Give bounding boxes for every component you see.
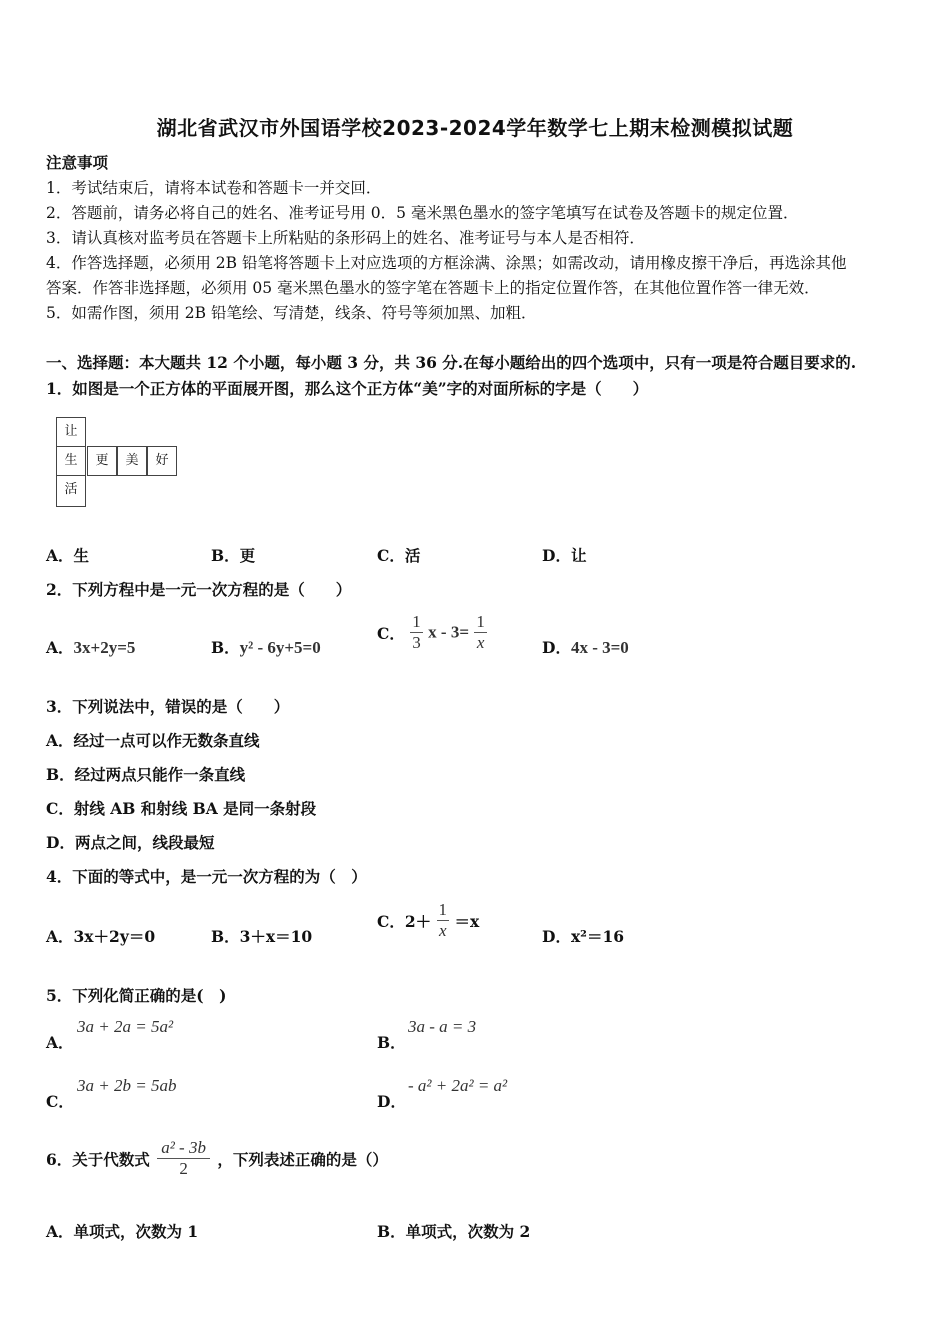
- notice-heading: 注意事项: [46, 153, 109, 172]
- option-label: A．: [46, 638, 74, 657]
- notice-item: 答案．作答非选择题，必须用 05 毫米黑色墨水的签字笔在答题卡上的指定位置作答，在其他位置作答一律无效．: [46, 279, 820, 297]
- denominator: x: [437, 920, 450, 941]
- cube-net: [56, 417, 178, 507]
- notice-item: 4．作答选择题，必须用 2B 铅笔将答题卡上对应选项的方框涂满、涂黑；如需改动，请用橡皮擦干净后，再选涂其他: [46, 254, 847, 272]
- q3-option-c: C．射线 AB 和射线 BA 是同一条射段: [46, 799, 317, 818]
- q6-stem-pre: 6．关于代数式: [46, 1149, 150, 1169]
- q6-stem: [46, 1138, 388, 1179]
- net-cell-top: 让: [56, 417, 86, 447]
- notice-item: 5．如需作图，须用 2B 铅笔绘、写清楚，线条、符号等须加黑、加粗．: [46, 304, 537, 322]
- q1-option-a: A．生: [46, 546, 90, 565]
- numerator: a² - 3b: [161, 1138, 206, 1157]
- fraction: [474, 612, 487, 653]
- q3-stem: 3．下列说法中，错误的是（ ）: [46, 697, 290, 716]
- q2-d-expr: 4x - 3=0: [570, 638, 629, 657]
- q1-option-b: B．更: [211, 546, 256, 565]
- q5-option-d-expr: - a² + 2a² = a²: [408, 1076, 508, 1095]
- page-title: 湖北省武汉市外国语学校2023-2024学年数学七上期末检测模拟试题: [156, 116, 794, 140]
- q4-option-d: D．x²＝16: [542, 927, 625, 946]
- denominator: 3: [412, 633, 421, 652]
- numerator: 1: [476, 612, 485, 631]
- q6-stem-post: ，下列表述正确的是（）: [217, 1149, 388, 1169]
- q2-option-c: [377, 612, 487, 653]
- q5-option-c-label: C．: [46, 1092, 74, 1111]
- q5-option-d-label: D．: [377, 1092, 406, 1111]
- q5-option-c-expr: 3a + 2b = 5ab: [77, 1076, 177, 1095]
- notice-item: 1．考试结束后，请将本试卷和答题卡一并交回．: [46, 179, 382, 197]
- q3-option-d: D．两点之间，线段最短: [46, 833, 215, 852]
- q2-b-expr: y² - 6y+5=0: [239, 638, 321, 657]
- q2-stem: 2．下列方程中是一元一次方程的是（ ）: [46, 580, 352, 599]
- q5-option-b-expr: 3a - a = 3: [408, 1017, 477, 1036]
- net-cell-right: 好: [147, 446, 177, 476]
- fraction: [410, 612, 423, 653]
- q2-option-b: [211, 636, 321, 658]
- q5-option-a-expr: 3a + 2a = 5a²: [77, 1017, 174, 1036]
- q5-option-b-label: B．: [377, 1033, 406, 1052]
- q4-option-a: A．3x＋2y＝0: [46, 927, 156, 946]
- q2-c-mid: x - 3=: [428, 622, 470, 642]
- fraction: [157, 1138, 210, 1179]
- section-heading: 一、选择题：本大题共 12 个小题，每小题 3 分，共 36 分.在每小题给出的四个选项中，只有一项是符合题目要求的.: [46, 353, 857, 372]
- q4-c-tail: ＝x: [454, 911, 480, 931]
- option-label: B．: [211, 638, 240, 657]
- q6-option-b: B．单项式，次数为 2: [377, 1222, 531, 1241]
- fraction: [437, 900, 450, 941]
- notice-item: 2．答题前，请务必将自己的姓名、准考证号用 0．5 毫米黑色墨水的签字笔填写在试卷及答题卡的规定位置．: [46, 204, 799, 222]
- notice-item: 3．请认真核对监考员在答题卡上所粘贴的条形码上的姓名、准考证号与本人是否相符．: [46, 229, 645, 247]
- net-cell-middle: 美: [117, 446, 147, 476]
- numerator: 1: [412, 612, 421, 631]
- q4-stem: 4．下面的等式中，是一元一次方程的为（ ）: [46, 867, 367, 886]
- net-cell-bottom: 活: [56, 475, 86, 507]
- denominator: x: [474, 632, 487, 653]
- q4-option-c: [377, 900, 479, 941]
- q2-a-expr: 3x+2y=5: [73, 638, 136, 657]
- q3-option-b: B．经过两点只能作一条直线: [46, 765, 246, 784]
- net-cell-left: 生: [56, 446, 86, 476]
- option-label: C．2＋: [377, 911, 432, 931]
- q5-option-a-label: A．: [46, 1033, 74, 1052]
- q3-option-a: A．经过一点可以作无数条直线: [46, 731, 260, 750]
- q1-option-d: D．让: [542, 546, 587, 565]
- q6-option-a: A．单项式，次数为 1: [46, 1222, 199, 1241]
- numerator: 1: [438, 900, 448, 919]
- denominator: 2: [157, 1158, 210, 1179]
- q2-option-d: [542, 636, 629, 658]
- q4-option-b: B．3＋x＝10: [211, 927, 313, 946]
- net-cell-middle: 更: [87, 446, 117, 476]
- option-label: D．: [542, 638, 571, 657]
- q2-option-a: [46, 636, 135, 658]
- q1-stem: 1．如图是一个正方体的平面展开图，那么这个正方体“美”字的对面所标的字是（ ）: [46, 379, 649, 398]
- option-label: C．: [377, 623, 405, 643]
- q1-option-c: C．活: [377, 546, 421, 565]
- q5-stem: 5．下列化简正确的是( ): [46, 986, 227, 1005]
